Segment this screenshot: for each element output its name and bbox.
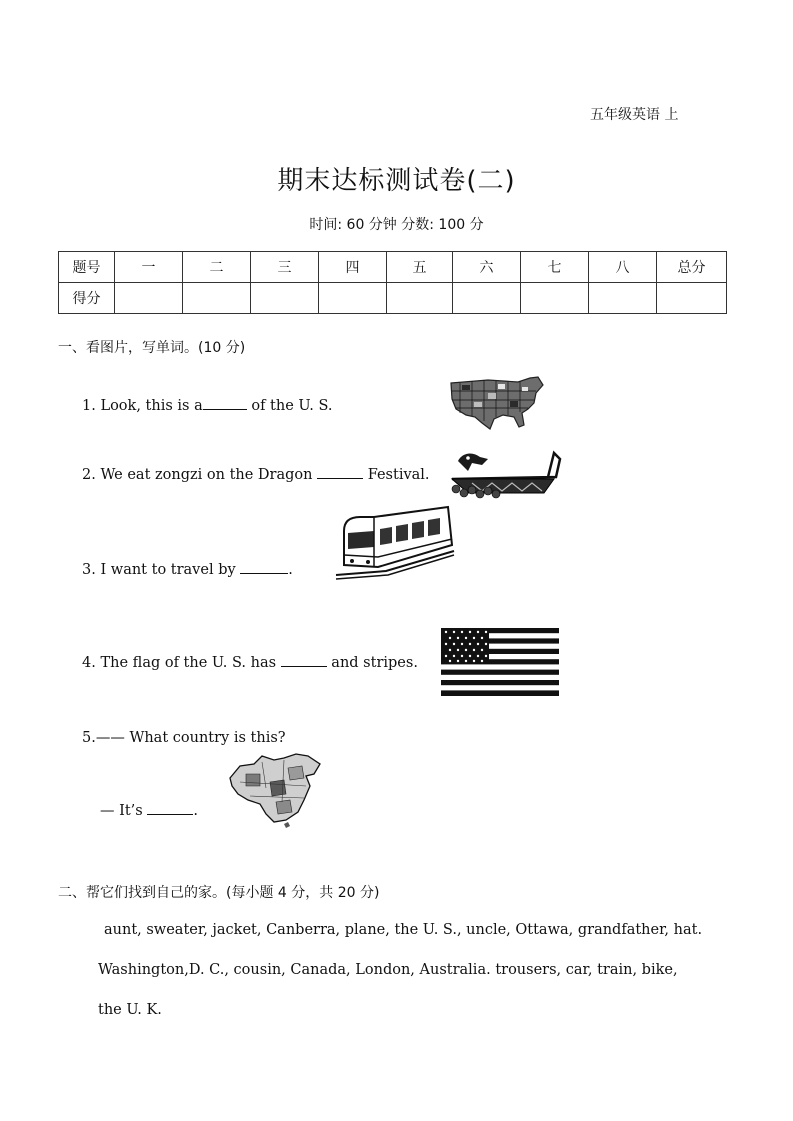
q2-blank[interactable]	[317, 466, 363, 479]
score-input-cell[interactable]	[319, 283, 387, 314]
question-5-answer	[100, 802, 198, 819]
word-bank-line-2: Washington,D. C., cousin, Canada, London, Australia. trousers, car, train, bike,	[98, 962, 678, 978]
q1-blank[interactable]	[203, 397, 247, 410]
score-cell: 四	[319, 252, 387, 283]
word-bank-line-3: the U. K.	[98, 1002, 162, 1018]
score-input-cell[interactable]	[387, 283, 453, 314]
score-cell: 三	[251, 252, 319, 283]
q2-text-before: 2. We eat zongzi on the Dragon	[82, 467, 318, 483]
question-1	[82, 397, 333, 414]
score-input-cell[interactable]	[183, 283, 251, 314]
us-flag-icon	[441, 628, 559, 696]
q2-text-after: Festival.	[363, 467, 430, 483]
question-2	[82, 466, 430, 483]
score-table-header-row	[59, 252, 727, 283]
score-cell: 七	[521, 252, 589, 283]
score-cell: 得分	[59, 283, 115, 314]
q1-text-before: 1. Look, this is a	[82, 398, 203, 414]
question-4	[82, 654, 418, 671]
grade-label: 五年级英语 上	[590, 107, 679, 123]
q5-text-after: .	[193, 803, 198, 819]
score-input-cell[interactable]	[521, 283, 589, 314]
q4-blank[interactable]	[281, 654, 327, 667]
q5-text-before: — It’s	[100, 803, 148, 819]
q4-text-before: 4. The flag of the U. S. has	[82, 655, 281, 671]
score-cell: 八	[589, 252, 657, 283]
exam-info: 时间: 60 分钟 分数: 100 分	[309, 217, 484, 233]
score-cell: 六	[453, 252, 521, 283]
score-cell: 二	[183, 252, 251, 283]
score-input-cell[interactable]	[251, 283, 319, 314]
q3-text-before: 3. I want to travel by	[82, 562, 241, 578]
us-map-icon	[448, 375, 546, 433]
score-input-cell[interactable]	[657, 283, 727, 314]
word-bank-line-1: aunt, sweater, jacket, Canberra, plane, the U. S., uncle, Ottawa, grandfather, hat.	[104, 922, 703, 938]
score-input-cell[interactable]	[589, 283, 657, 314]
score-cell: 一	[115, 252, 183, 283]
score-table	[58, 251, 727, 314]
score-cell: 五	[387, 252, 453, 283]
score-cell: 总分	[657, 252, 727, 283]
china-map-icon	[226, 752, 324, 828]
q5-blank[interactable]	[147, 802, 193, 815]
dragon-boat-icon	[448, 449, 564, 501]
question-3	[82, 561, 293, 578]
q4-text-after: and stripes.	[326, 655, 418, 671]
score-table-score-row	[59, 283, 727, 314]
score-input-cell[interactable]	[115, 283, 183, 314]
q1-text-after: of the U. S.	[246, 398, 333, 414]
score-input-cell[interactable]	[453, 283, 521, 314]
train-icon	[334, 505, 456, 581]
question-5-prompt: 5.—— What country is this?	[82, 730, 286, 746]
page-title: 期末达标测试卷(二)	[277, 166, 516, 196]
section1-heading: 一、看图片，写单词。(10 分)	[58, 340, 246, 356]
section2-heading: 二、帮它们找到自己的家。(每小题 4 分，共 20 分)	[58, 885, 380, 901]
q3-blank[interactable]	[240, 561, 288, 574]
score-cell: 题号	[59, 252, 115, 283]
q3-text-after: .	[288, 562, 293, 578]
